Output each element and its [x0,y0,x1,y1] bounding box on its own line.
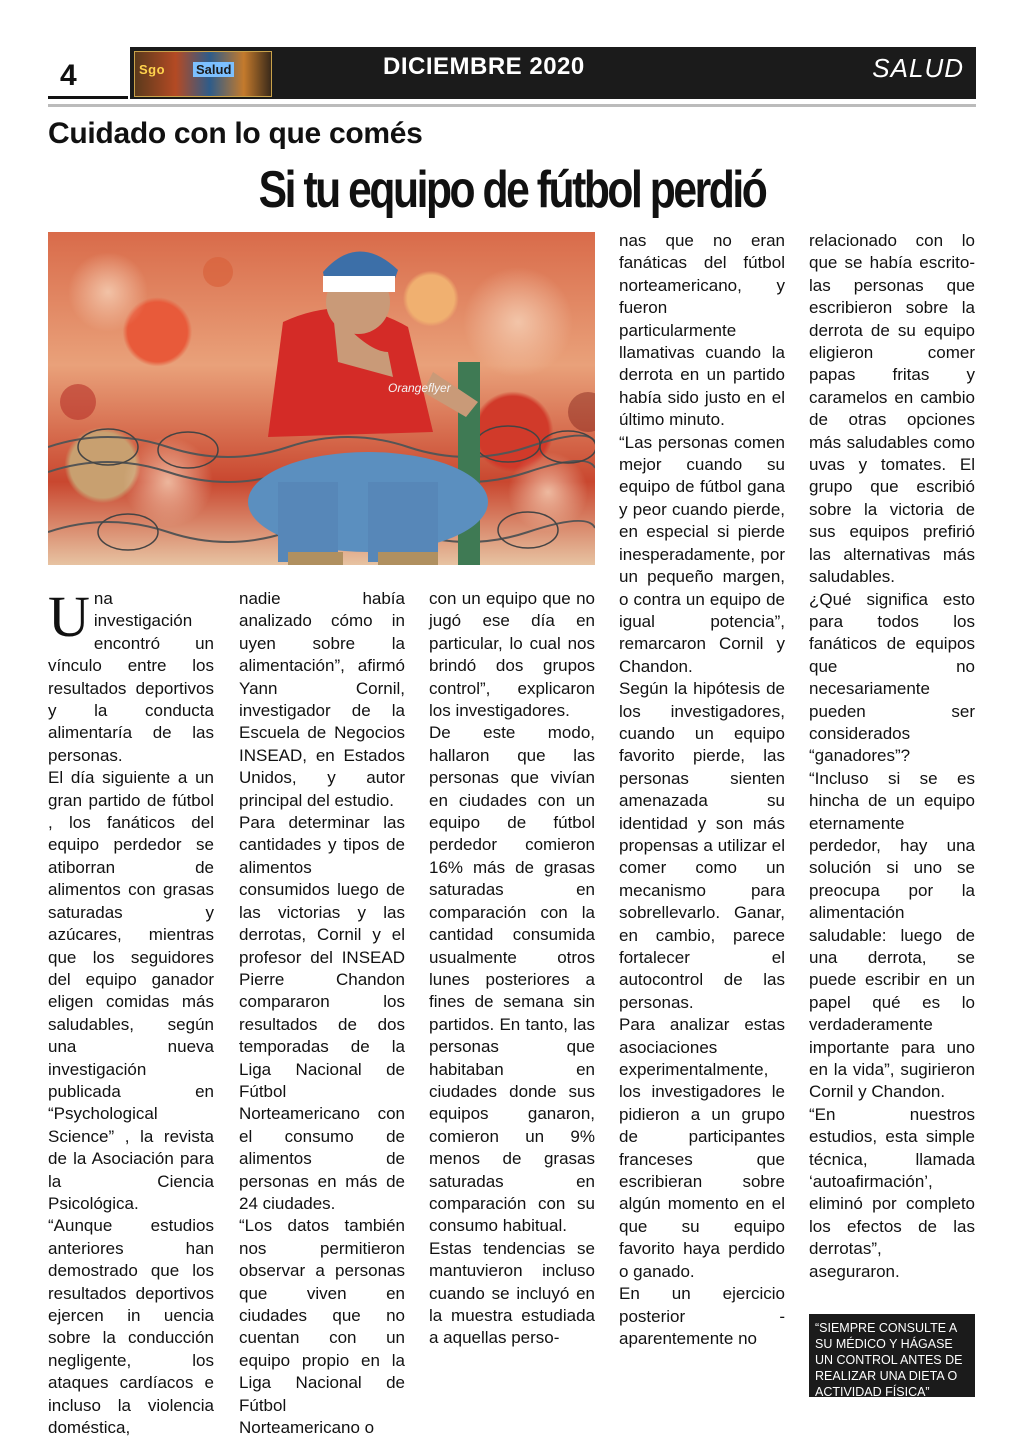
logo-text-1: Sgo [139,62,166,77]
article-column-1 [48,584,214,1439]
page-number: 4 [48,47,128,99]
magazine-logo [134,51,272,97]
section-label: SALUD [872,53,964,83]
col4-para-4: Para analizar estas asociaciones experimentalmente, los investigadores le pidieron a un grupo de participantes franceses que escribieran sobre algún momento en el que su equipo favorito haya perdido o ganado. [619,1015,785,1281]
col3-para-3: Estas tendencias se mantuvieron incluso cuando se incluyó en la muestra estudiada a aquellas perso- [429,1238,595,1348]
col2-para-1: nadie había analizado cómo in uyen sobre la alimentación”, afirmó Yann Cornil, investigador de la Escuela de Negocios INSEAD, en Estados Unidos, y autor principal del estudio. [239,589,405,810]
col1-para-3: “Aunque estudios anteriores han demostrado que los resultados deportivos ejercen in uencia sobre la conducción negligente, los ataques cardíacos e incluso la violencia doméstica, [48,1216,214,1438]
col2-para-2: Para determinar las cantidades y tipos de alimentos consumidos luego de las victorias y las derrotas, Cornil y el profesor del INSEAD Pierre Chandon compararon los resultados de dos temporadas de la Liga Nacional de Fútbol Norteamericano con el consumo de alimentos de personas en más de 24 ciudades. [239,813,405,1213]
col4-para-5: En un ejercicio posterior -aparentemente no [619,1284,785,1348]
col1-para-2: El día siguiente a un gran partido de fútbol , los fanáticos del equipo perdedor se atiborran de alimentos con grasas saturadas y azúcares, mientras que los seguidores del equipo ganador eligen comidas más saludables, según una nueva investigación publicada en “Psychological Science” , la revista de la Asociación para la Ciencia Psicológica. [48,768,214,1213]
article-column-3 [429,588,595,1350]
drop-cap: U [48,584,90,649]
col3-para-2: De este modo, hallaron que las personas que vivían en ciudades con un equipo de fútbol perdedor comieron 16% más de grasas saturadas en comparación con la cantidad consumida usualmente otros lunes posteriores a fines de semana sin partidos. En tanto, las personas que habitaban en ciudades donde sus equipos ganaron, comieron un 9% menos de grasas saturadas en comparación con su consumo habitual. [429,723,595,1236]
col4-para-1: nas que no eran fanáticas del fútbol norteamericano, y fueron particularmente llamativas cuando la derrota en un partido había sido justo en el último minuto. [619,231,785,430]
article-column-2 [239,588,405,1439]
page-header [48,47,976,99]
logo-text-2: Salud [193,62,234,77]
photo-illustration [48,232,595,565]
article-kicker: Cuidado con lo que comés [48,117,423,150]
article-headline: Si tu equipo de fútbol perdió [258,161,766,219]
col5-para-4: “En nuestros estudios, esta simple técnica, llamada ‘autoafirmación’, eliminó por completo los efectos de las derrotas”, aseguraron. [809,1104,975,1281]
article-column-4 [619,230,785,1350]
medical-disclaimer-box: “SIEMPRE CONSULTE A SU MÉDICO Y HÁGASE UN CONTROL ANTES DE REALIZAR UNA DIETA O ACTIVIDAD FÍSICA” [809,1314,975,1397]
article-column-5 [809,230,975,1283]
article-photo [48,232,595,565]
col1-para-1-text: na investigación encontró un vínculo entre los resultados deportivos y la conducta alimentaría de las personas. [48,589,214,765]
col3-para-1: con un equipo que no jugó ese día en particular, lo cual nos brindó dos grupos control”, explicaron los investigadores. [429,589,595,721]
col5-para-1: relacionado con lo que se había escrito- las personas que escribieron sobre la derrota de su equipo eligieron comer papas fritas y caramelos en cambio de otras opciones más saludables como uvas y tomates. El grupo que escribió sobre la victoria de sus equipos prefirió las alternativas más saludables. [809,231,975,587]
col4-para-2: “Las personas comen mejor cuando su equipo de fútbol gana y peor cuando pierde, en especial si pierde inesperadamente, por un pequeño margen, o contra un equipo de igual potencia”, remarcaron Cornil y Chandon. [619,432,785,676]
header-rule [48,104,976,107]
col4-para-3: Según la hipótesis de los investigadores, cuando un equipo favorito pierde, las personas sienten amenazada su identidad y son más propensas a utilizar el comer como un mecanismo para sobrellevarlo. Ganar, en cambio, parece fortalecer el autocontrol de las personas. [619,679,785,1012]
jersey-text: Orangeflyer [388,381,451,395]
col1-para-1 [48,584,214,767]
issue-date: DICIEMBRE 2020 [383,53,585,80]
col2-para-3: “Los datos también nos permitieron observar a personas que viven en ciudades que no cuentan con un equipo propio en la Liga Nacional de Fútbol Norteamericano o [239,1216,405,1438]
col5-para-3: “Incluso si se es hincha de un equipo eternamente perdedor, hay una solución si uno se preocupa por la alimentación saludable: luego de una derrota, se puede escribir en un papel qué es lo verdaderamente importante para uno en la vida”, sugirieron Cornil y Chandon. [809,768,975,1102]
col5-para-2: ¿Qué significa esto para todos los fanáticos de equipos que no necesariamente pueden ser considerados “ganadores”? [809,589,975,766]
